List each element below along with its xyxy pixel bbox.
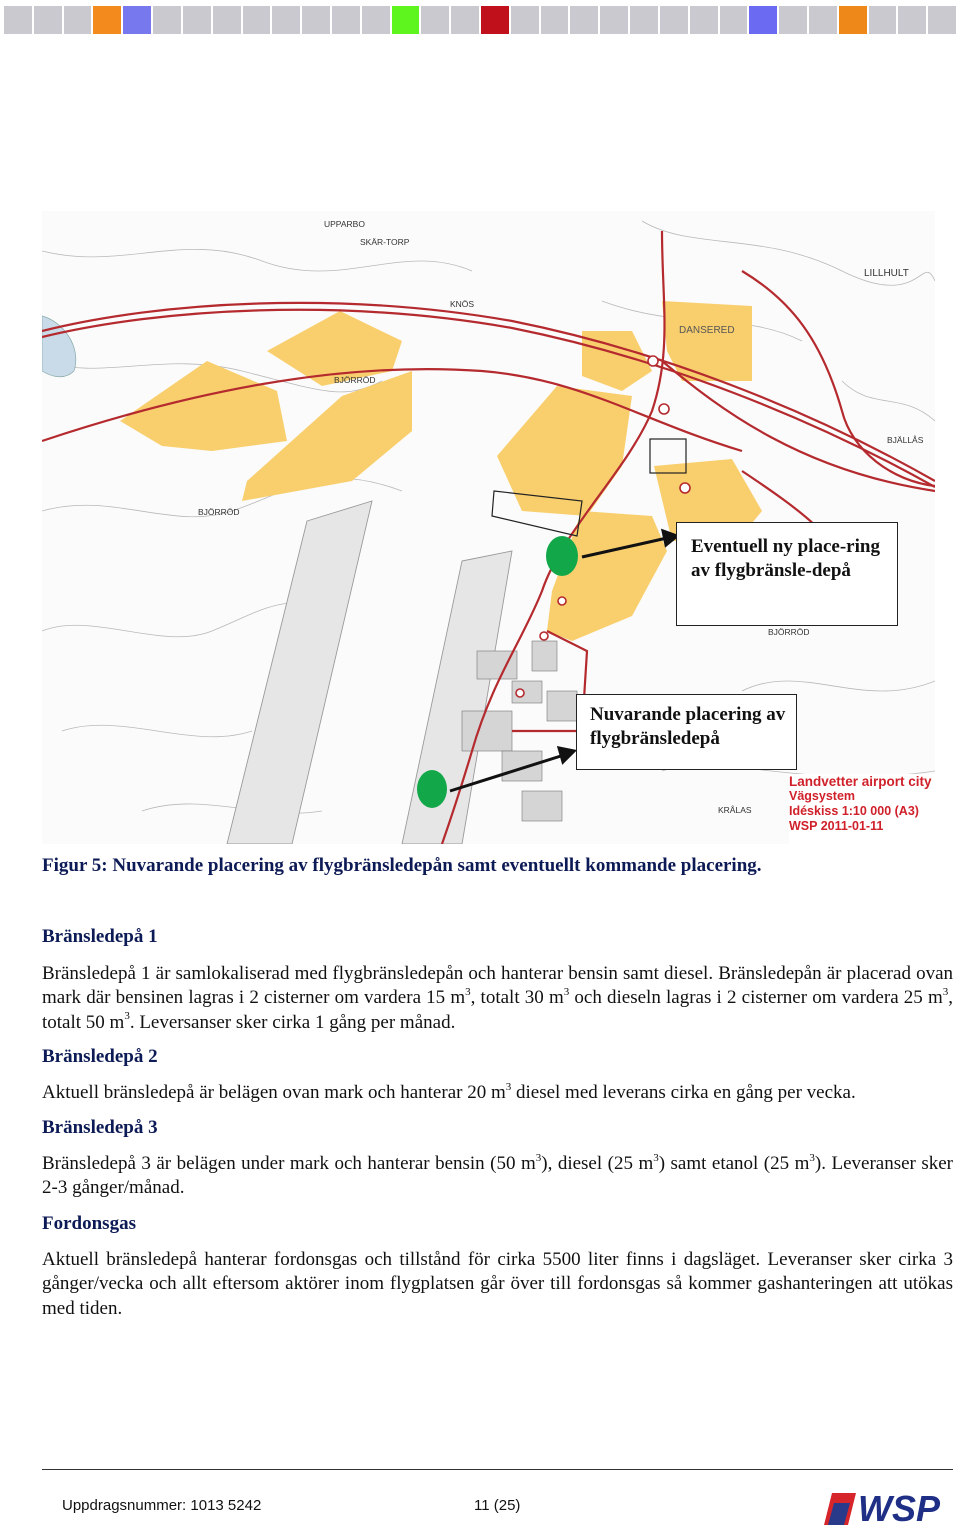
strip-square: [600, 6, 628, 34]
strip-square: [690, 6, 718, 34]
strip-square: [928, 6, 956, 34]
legend-date: WSP 2011-01-11: [789, 819, 884, 833]
section-heading-4: Fordonsgas: [42, 1213, 136, 1234]
logo-text: WSP: [858, 1488, 941, 1527]
strip-square: [243, 6, 271, 34]
footer-divider: [42, 1469, 953, 1470]
label-bjallas: BJÄLLÅS: [887, 435, 924, 445]
map-legend: [789, 774, 935, 844]
current-depot-marker: [417, 770, 447, 808]
label-kralas: KRÅLAS: [718, 805, 752, 815]
label-dansered: DANSERED: [679, 325, 735, 336]
strip-square: [332, 6, 360, 34]
strip-square: [93, 6, 121, 34]
strip-square: [153, 6, 181, 34]
section-body-1: Bränsledepå 1 är samlokaliserad med flygbränsledepån och hanterar bensin samt diesel. Bränsledepån är placerad ovan mark där bensinen lagras i 2 cisterner om vardera 15 $m^3$, totalt 30 $m^3$ och dieseln lagras i 2 cisterner om vardera 25 $m^3$, totalt 50 $m^3$. Leversanser sker cirka 1 gång per månad.: [42, 963, 953, 1033]
label-knos: KNÖS: [450, 299, 475, 309]
strip-square: [272, 6, 300, 34]
label-upparbo: UPPARBO: [324, 219, 365, 229]
strip-square: [183, 6, 211, 34]
label-bjorrod-3: BJÖRRÖD: [768, 627, 810, 637]
label-bjorrod-1: BJÖRRÖD: [334, 375, 376, 385]
strip-square: [392, 6, 420, 34]
strip-square: [302, 6, 330, 34]
strip-square: [34, 6, 62, 34]
strip-square: [213, 6, 241, 34]
figure-caption: Figur 5: Nuvarande placering av flygbränsledepån samt eventuellt kommande placering.: [42, 855, 762, 876]
section-heading-2: Bränsledepå 2: [42, 1046, 158, 1067]
strip-square: [660, 6, 688, 34]
strip-square: [898, 6, 926, 34]
callout-current-location: Nuvarande placering av flygbränsledepå: [576, 694, 797, 770]
strip-square: [720, 6, 748, 34]
section-body-4: Aktuell bränsledepå hanterar fordonsgas och tillstånd för cirka 5500 liter finns i dagsläget. Leveranser sker cirka 3 gånger/vecka och allt eftersom aktörer inom flygplatsen går över till fordonsgas så kommer gashanteringen att utökas med tiden.: [42, 1249, 953, 1319]
callout-new-location: Eventuell ny place-ring av flygbränsle-depå: [676, 522, 898, 626]
strip-square: [839, 6, 867, 34]
strip-square: [779, 6, 807, 34]
strip-square: [421, 6, 449, 34]
legend-title: Landvetter airport city: [789, 774, 932, 789]
section-heading-3: Bränsledepå 3: [42, 1117, 158, 1138]
wsp-logo: [822, 1487, 956, 1527]
legend-system: Vägsystem: [789, 789, 856, 803]
label-skartorp: SKÄR-TORP: [360, 237, 410, 247]
strip-square: [869, 6, 897, 34]
strip-square: [541, 6, 569, 34]
strip-square: [749, 6, 777, 34]
strip-square: [511, 6, 539, 34]
section-body-3: Bränsledepå 3 är belägen under mark och hanterar bensin (50 $m^3$), diesel (25 $m^3$) samt etanol (25 $m^3$). Leveranser sker 2-3 gånger/månad.: [42, 1151, 953, 1199]
legend-scale: Idéskiss 1:10 000 (A3): [789, 804, 919, 818]
label-bjorrod-2: BJÖRRÖD: [198, 507, 240, 517]
color-strip: [4, 6, 956, 34]
section-heading-1: Bränsledepå 1: [42, 926, 158, 947]
assignment-number: Uppdragsnummer: 1013 5242: [62, 1497, 262, 1514]
strip-square: [451, 6, 479, 34]
strip-square: [630, 6, 658, 34]
strip-square: [570, 6, 598, 34]
label-lillhult: LILLHULT: [864, 268, 909, 279]
section-body-2: Aktuell bränsledepå är belägen ovan mark och hanterar 20 $m^3$ diesel med leverans cirka en gång per vecka.: [42, 1080, 856, 1103]
page-number: 11 (25): [474, 1497, 521, 1514]
strip-square: [481, 6, 509, 34]
strip-square: [362, 6, 390, 34]
strip-square: [64, 6, 92, 34]
new-depot-marker: [546, 536, 578, 576]
strip-square: [123, 6, 151, 34]
strip-square: [809, 6, 837, 34]
strip-square: [4, 6, 32, 34]
